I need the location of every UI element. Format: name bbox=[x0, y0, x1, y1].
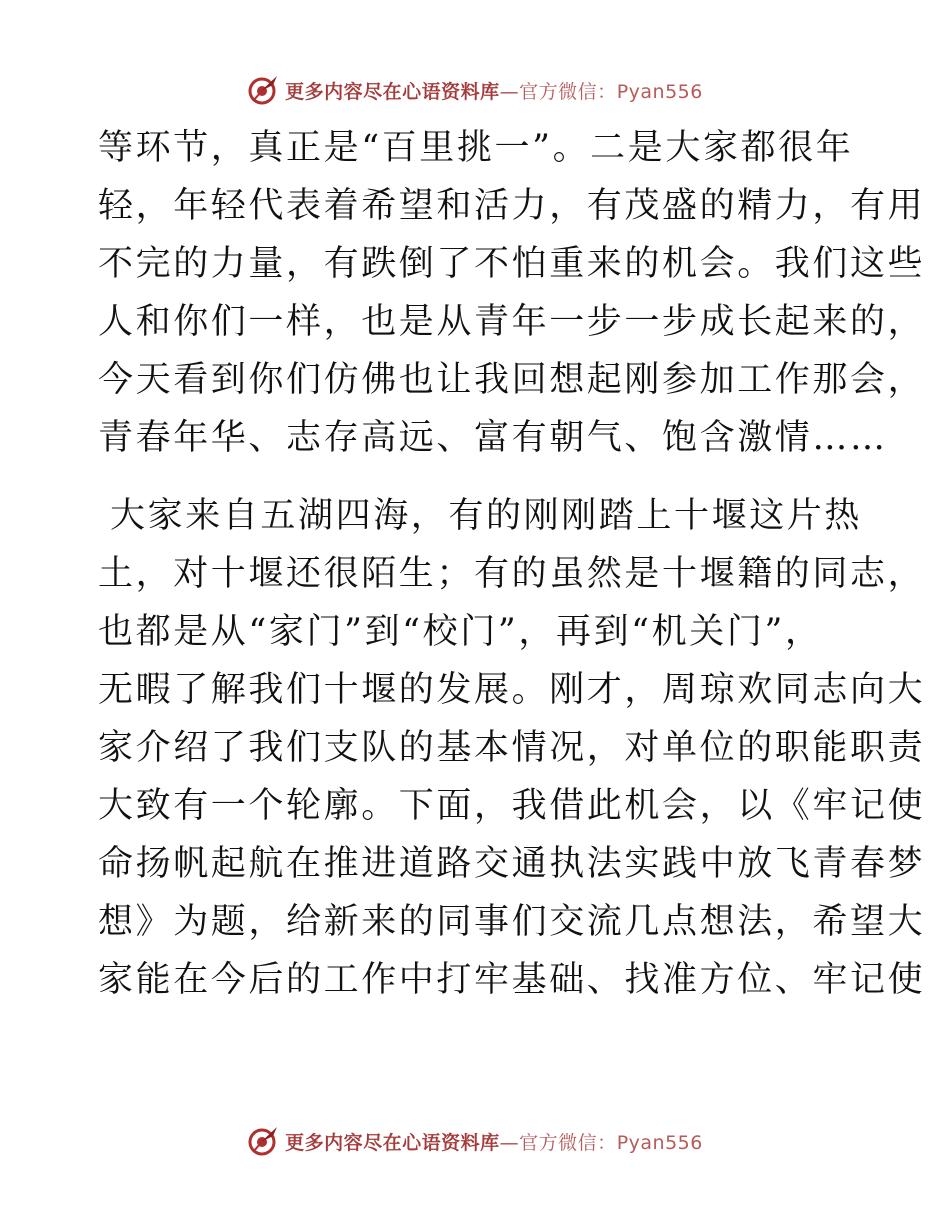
paragraph-1 bbox=[98, 119, 926, 467]
quill-logo-icon bbox=[247, 73, 281, 107]
text-line: 家能在今后的工作中打牢基础、找准方位、牢记使 bbox=[98, 960, 926, 1000]
text-line: 青春年华、志存高远、富有朝气、饱含激情…… bbox=[98, 418, 888, 458]
footer-banner bbox=[0, 1121, 950, 1161]
paragraph-2 bbox=[98, 487, 926, 1009]
document-body bbox=[98, 119, 926, 1009]
text-line: 命扬帆起航在推进道路交通执法实践中放飞青春梦 bbox=[98, 844, 926, 884]
header-wechat-label: 官方微信： bbox=[519, 80, 617, 103]
text-line: 轻，年轻代表着希望和活力，有茂盛的精力，有用 bbox=[98, 186, 926, 226]
text-line: 大家来自五湖四海，有的刚刚踏上十堰这片热 bbox=[110, 496, 863, 536]
quill-logo-icon bbox=[247, 1124, 281, 1158]
header-wechat-id: Pyan556 bbox=[616, 80, 703, 103]
footer-text bbox=[285, 1128, 703, 1155]
text-line: 人和你们一样，也是从青年一步一步成长起来的， bbox=[98, 302, 926, 342]
header-dash: — bbox=[499, 80, 520, 103]
text-line: 家介绍了我们支队的基本情况，对单位的职能职责 bbox=[98, 728, 926, 768]
text-line: 想》为题，给新来的同事们交流几点想法，希望大 bbox=[98, 902, 926, 942]
paragraph-gap bbox=[98, 467, 858, 487]
header-text bbox=[285, 77, 703, 104]
text-line: 等环节，真正是“百里挑一”。二是大家都很年 bbox=[98, 128, 854, 168]
header-banner bbox=[0, 70, 950, 110]
text-line: 今天看到你们仿佛也让我回想起刚参加工作那会， bbox=[98, 360, 926, 400]
footer-wechat-id: Pyan556 bbox=[616, 1131, 703, 1154]
text-line: 土，对十堰还很陌生；有的虽然是十堰籍的同志， bbox=[98, 554, 926, 594]
footer-brand: 更多内容尽在心语资料库 bbox=[285, 1131, 500, 1154]
footer-wechat-label: 官方微信： bbox=[519, 1131, 617, 1154]
footer-dash: — bbox=[499, 1131, 520, 1154]
text-line: 也都是从“家门”到“校门”，再到“机关门”， bbox=[98, 612, 823, 652]
text-line: 大致有一个轮廓。下面，我借此机会，以《牢记使 bbox=[98, 786, 926, 826]
text-line: 无暇了解我们十堰的发展。刚才，周琼欢同志向大 bbox=[98, 670, 926, 710]
header-brand: 更多内容尽在心语资料库 bbox=[285, 80, 500, 103]
text-line: 不完的力量，有跌倒了不怕重来的机会。我们这些 bbox=[98, 244, 926, 284]
